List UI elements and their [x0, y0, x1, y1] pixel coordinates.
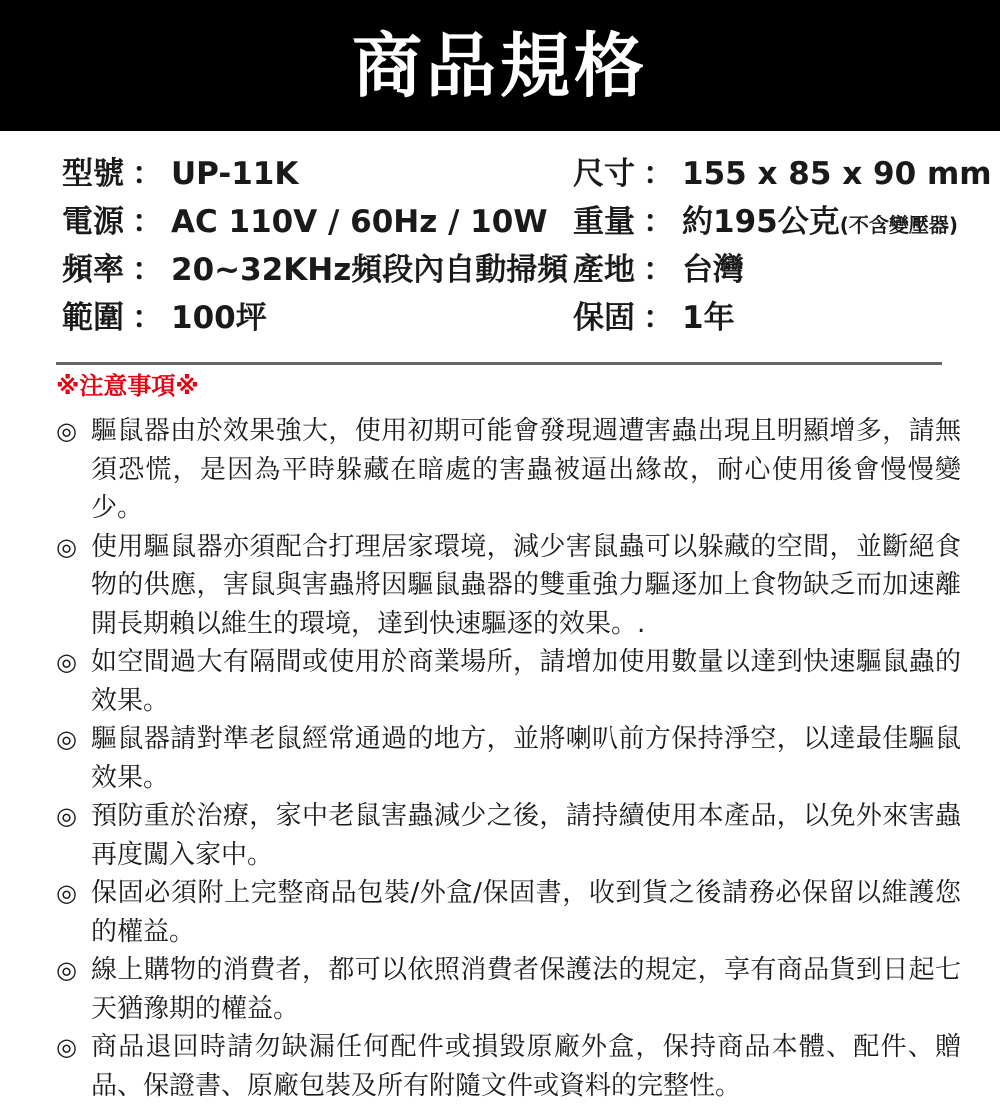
spec-value: 155 x 85 x 90 mm [682, 156, 992, 192]
spec-weight [573, 198, 958, 249]
spec-warranty [573, 294, 735, 342]
list-item [56, 643, 961, 720]
notice-heading: ※注意事項※ [56, 372, 199, 400]
list-item [56, 797, 961, 874]
note-text: 線上購物的消費者，都可以依照消費者保護法的規定，享有商品貨到日起七天猶豫期的權益。 [91, 955, 961, 1024]
note-text: 商品退回時請勿缺漏任何配件或損毀原廠外盒，保持商品本體、配件、贈品、保證書、原廠包裝及所有附隨文件或資料的完整性。 [91, 1032, 961, 1101]
note-text: 如空間過大有隔間或使用於商業場所，請增加使用數量以達到快速驅鼠蟲的效果。 [91, 647, 961, 716]
spec-range [62, 294, 267, 342]
note-text: 使用驅鼠器亦須配合打理居家環境，減少害鼠蟲可以躲藏的空間，並斷絕食物的供應，害鼠與害蟲將因驅鼠蟲器的雙重強力驅逐加上食物缺乏而加速離開長期賴以維生的環境，達到快速驅逐的效果。. [91, 531, 961, 639]
spec-row [62, 246, 982, 294]
spec-separator: ： [132, 252, 163, 288]
spec-value: AC 110V / 60Hz / 10W [171, 204, 548, 240]
spec-label: 型號 [62, 156, 124, 192]
spec-frequency [62, 246, 568, 294]
spec-value: 100坪 [171, 300, 267, 336]
list-item [56, 1028, 961, 1105]
spec-separator: ： [132, 204, 163, 240]
circle-bullet-icon: ◎ [56, 879, 77, 907]
circle-bullet-icon: ◎ [56, 532, 77, 561]
spec-row [62, 294, 982, 342]
spec-label: 保固 [573, 300, 635, 336]
spec-value: 1年 [682, 300, 735, 336]
spec-value: 20~32KHz頻段內自動掃頻 [171, 252, 569, 288]
list-item [56, 412, 961, 528]
note-text: 預防重於治療，家中老鼠害蟲減少之後，請持續使用本產品，以免外來害蟲再度闖入家中。 [91, 801, 961, 870]
spec-power [62, 198, 548, 246]
spec-model [62, 150, 298, 198]
spec-label: 產地 [573, 252, 635, 288]
spec-table [62, 150, 992, 342]
note-text: 保固必須附上完整商品包裝/外盒/保固書，收到貨之後請務必保留以維護您的權益。 [91, 878, 961, 947]
spec-value: 台灣 [682, 252, 744, 288]
spec-separator: ： [132, 156, 163, 192]
spec-separator: ： [132, 300, 163, 336]
list-item [56, 720, 961, 797]
circle-bullet-icon: ◎ [56, 1033, 77, 1061]
spec-separator: ： [643, 156, 674, 192]
spec-note: (不含變壓器) [839, 213, 958, 237]
list-item [56, 528, 961, 644]
page-title: 商品規格 [352, 24, 648, 107]
list-item [56, 951, 961, 1028]
spec-separator: ： [643, 300, 674, 336]
note-text: 驅鼠器由於效果強大，使用初期可能會發現週遭害蟲出現且明顯增多，請無須恐慌，是因為平時躲藏在暗處的害蟲被逼出緣故，耐心使用後會慢慢變少。 [91, 416, 961, 523]
circle-bullet-icon: ◎ [56, 956, 77, 984]
spec-row [62, 150, 992, 198]
note-text: 驅鼠器請對準老鼠經常通過的地方，並將喇叭前方保持淨空，以達最佳驅鼠效果。 [91, 724, 961, 793]
spec-row [62, 198, 982, 246]
section-divider [56, 362, 942, 365]
spec-size [573, 150, 992, 198]
circle-bullet-icon: ◎ [56, 648, 77, 676]
title-banner [0, 0, 1000, 131]
spec-origin [573, 246, 744, 294]
spec-value: 約195公克 [682, 204, 840, 240]
spec-label: 重量 [573, 204, 635, 240]
spec-label: 尺寸 [573, 156, 635, 192]
spec-label: 範圍 [62, 300, 124, 336]
notice-list [56, 412, 961, 1105]
spec-separator: ： [643, 204, 674, 240]
list-item [56, 874, 961, 951]
spec-label: 頻率 [62, 252, 124, 288]
circle-bullet-icon: ◎ [56, 725, 77, 753]
spec-label: 電源 [62, 204, 124, 240]
circle-bullet-icon: ◎ [56, 802, 77, 830]
circle-bullet-icon: ◎ [56, 417, 77, 445]
spec-value: UP-11K [171, 156, 299, 192]
spec-separator: ： [643, 252, 674, 288]
